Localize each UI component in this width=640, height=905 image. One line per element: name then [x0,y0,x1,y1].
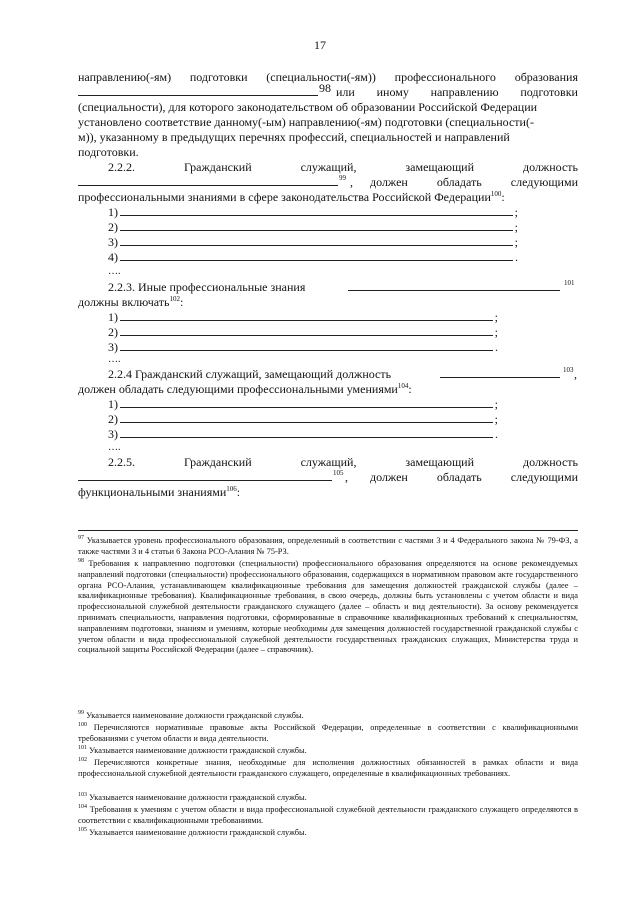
list-item: 1) ; [108,397,498,411]
footnote-ref-102: 102 [169,295,180,303]
section-222-line-3: профессиональными знаниями в сфере законодательства Российской Федерации$^{100}$: [78,190,505,204]
section-225-line-1: 2.2.5. Гражданский служащий, замещающий должность [108,455,578,469]
paragraph-1-line-3: (специальности), для которого законодательством об образовании Российской Федерации [78,100,538,114]
ellipsis: …. [108,266,121,277]
footnote-104: $^{104}$ Требования к умениям с учетом области и вида профессиональной служебной деятельности гражданского служащего определяются в соответствии с квалификационными требованиями. [78,804,578,825]
blank-field [120,214,513,216]
paragraph-1-line-2: 98 или иному направлению подготовки [78,85,578,99]
blank-field [348,280,560,291]
footnote-ref-104: 104 [397,382,409,390]
ellipsis: …. [108,354,121,365]
footnote-ref-103: 103 [563,366,574,374]
blank-field [120,421,493,423]
footnote-ref-101: 101 [564,279,575,287]
blank-field [78,85,318,96]
blank-field [120,406,493,408]
section-225-line-2: 105 , должен обладать следующими [78,470,578,484]
footnote-100: $^{100}$ Перечисляются нормативные правовые акты Российской Федерации, определенные в соответствии с квалификационными требованиями с учетом области и вида деятельности. [78,722,579,743]
ellipsis: …. [108,442,121,453]
footnote-ref-99: 99 [339,174,346,182]
list-item: 3) . [108,340,498,354]
list-item: 3) ; [108,235,518,249]
paragraph-1-line-4: установлено соответствие данному(-ым) направлению(-ям) подготовки (специальности(- [78,115,534,129]
blank-field [440,367,560,378]
blank-field [120,319,493,321]
section-223-line-2: должны включать$^{102}$: [78,295,184,309]
list-item: 2) ; [108,220,518,234]
footnote-98: $^{98}$ Требования к направлению подготовки (специальности) профессионального образования определяются на основе рекомендуемых направлений подготовки (специальности) профессионального образования, содержащихся в нормативном правовом акте государственного органа РСО-Алания, устанавливающем квалификационные требования для замещения должностей гражданской службы (далее – квалификационные требования). Квалификационные требования, в свою очередь, должны быть установлены с учетом области и вида профессиональной служебной деятельности гражданского служащего (далее – область и вид деятельности). За основу рекомендуется принимать специальности, направления подготовки, сформированные в справочнике квалификационных требований к специальностям, направлениям подготовки, знаниям и умениям, которые необходимы для замещения должностей государственной гражданской службы с учетом области и вида профессиональной служебной деятельности государственных гражданских служащих, Министерства труда и социальной защиты Российской Федерации (далее – справочник). [78,558,578,655]
footnote-ref-98: 98 [319,81,331,95]
footnote-ref-100: 100 [490,190,502,198]
section-225-line-3: функциональными знаниями$^{106}$: [78,485,241,499]
list-item: 2) ; [108,412,498,426]
blank-field [120,244,513,246]
list-item: 1) ; [108,205,518,219]
paragraph-1-line-1: направлению(-ям) подготовки (специальности(-ям)) профессионального образования [78,70,578,84]
paragraph-1-line-6: подготовки. [78,145,139,159]
footnote-separator [78,530,578,531]
blank-field [120,259,513,261]
section-224-line-2: должен обладать следующими профессиональными умениями$^{104}$: [78,382,412,396]
footnote-105: $^{105}$ Указывается наименование должности гражданской службы. [78,827,307,837]
blank-field [78,470,332,481]
blank-field [120,334,493,336]
footnote-ref-106: 106 [226,485,237,493]
blank-field [120,349,493,351]
footnote-97: $^{97}$ Указывается уровень профессионального образования, определенный в соответствии с частями 3 и 4 Федерального закона № 79-ФЗ, а также частями 3 и 4 статьи 6 Закона РСО-Алания № 75-РЗ. [78,535,579,556]
section-222-line-2: 99 , должен обладать следующими [78,175,578,189]
list-item: 3) . [108,427,498,441]
page-number: 17 [314,38,326,52]
blank-field [78,175,338,186]
section-224-line-1: 2.2.4 Гражданский служащий, замещающий должность 103 , [108,367,578,381]
list-item: 4) . [108,250,518,264]
footnote-103: $^{103}$ Указывается наименование должности гражданской службы. [78,792,307,802]
footnote-ref-105: 105 [333,469,344,477]
footnote-101: $^{101}$ Указывается наименование должности гражданской службы. [78,745,307,755]
footnote-99: $^{99}$ Указывается наименование должности гражданской службы. [78,710,304,720]
section-223-line-1: 2.2.3. Иные профессиональные знания 101 [108,280,578,294]
footnote-102: $^{102}$ Перечисляются конкретные знания, необходимые для исполнения должностных обязанностей в рамках области и вида профессиональной служебной деятельности гражданского служащего, определенные в квалификационных требованиях. [78,757,579,778]
list-item: 2) ; [108,325,498,339]
list-item: 1) ; [108,310,498,324]
section-222-line-1: 2.2.2. Гражданский служащий, замещающий должность [108,160,578,174]
blank-field [120,436,493,438]
paragraph-1-line-5: м)), указанному в предыдущих перечнях профессий, специальностей и направлений [78,130,510,144]
blank-field [120,229,513,231]
